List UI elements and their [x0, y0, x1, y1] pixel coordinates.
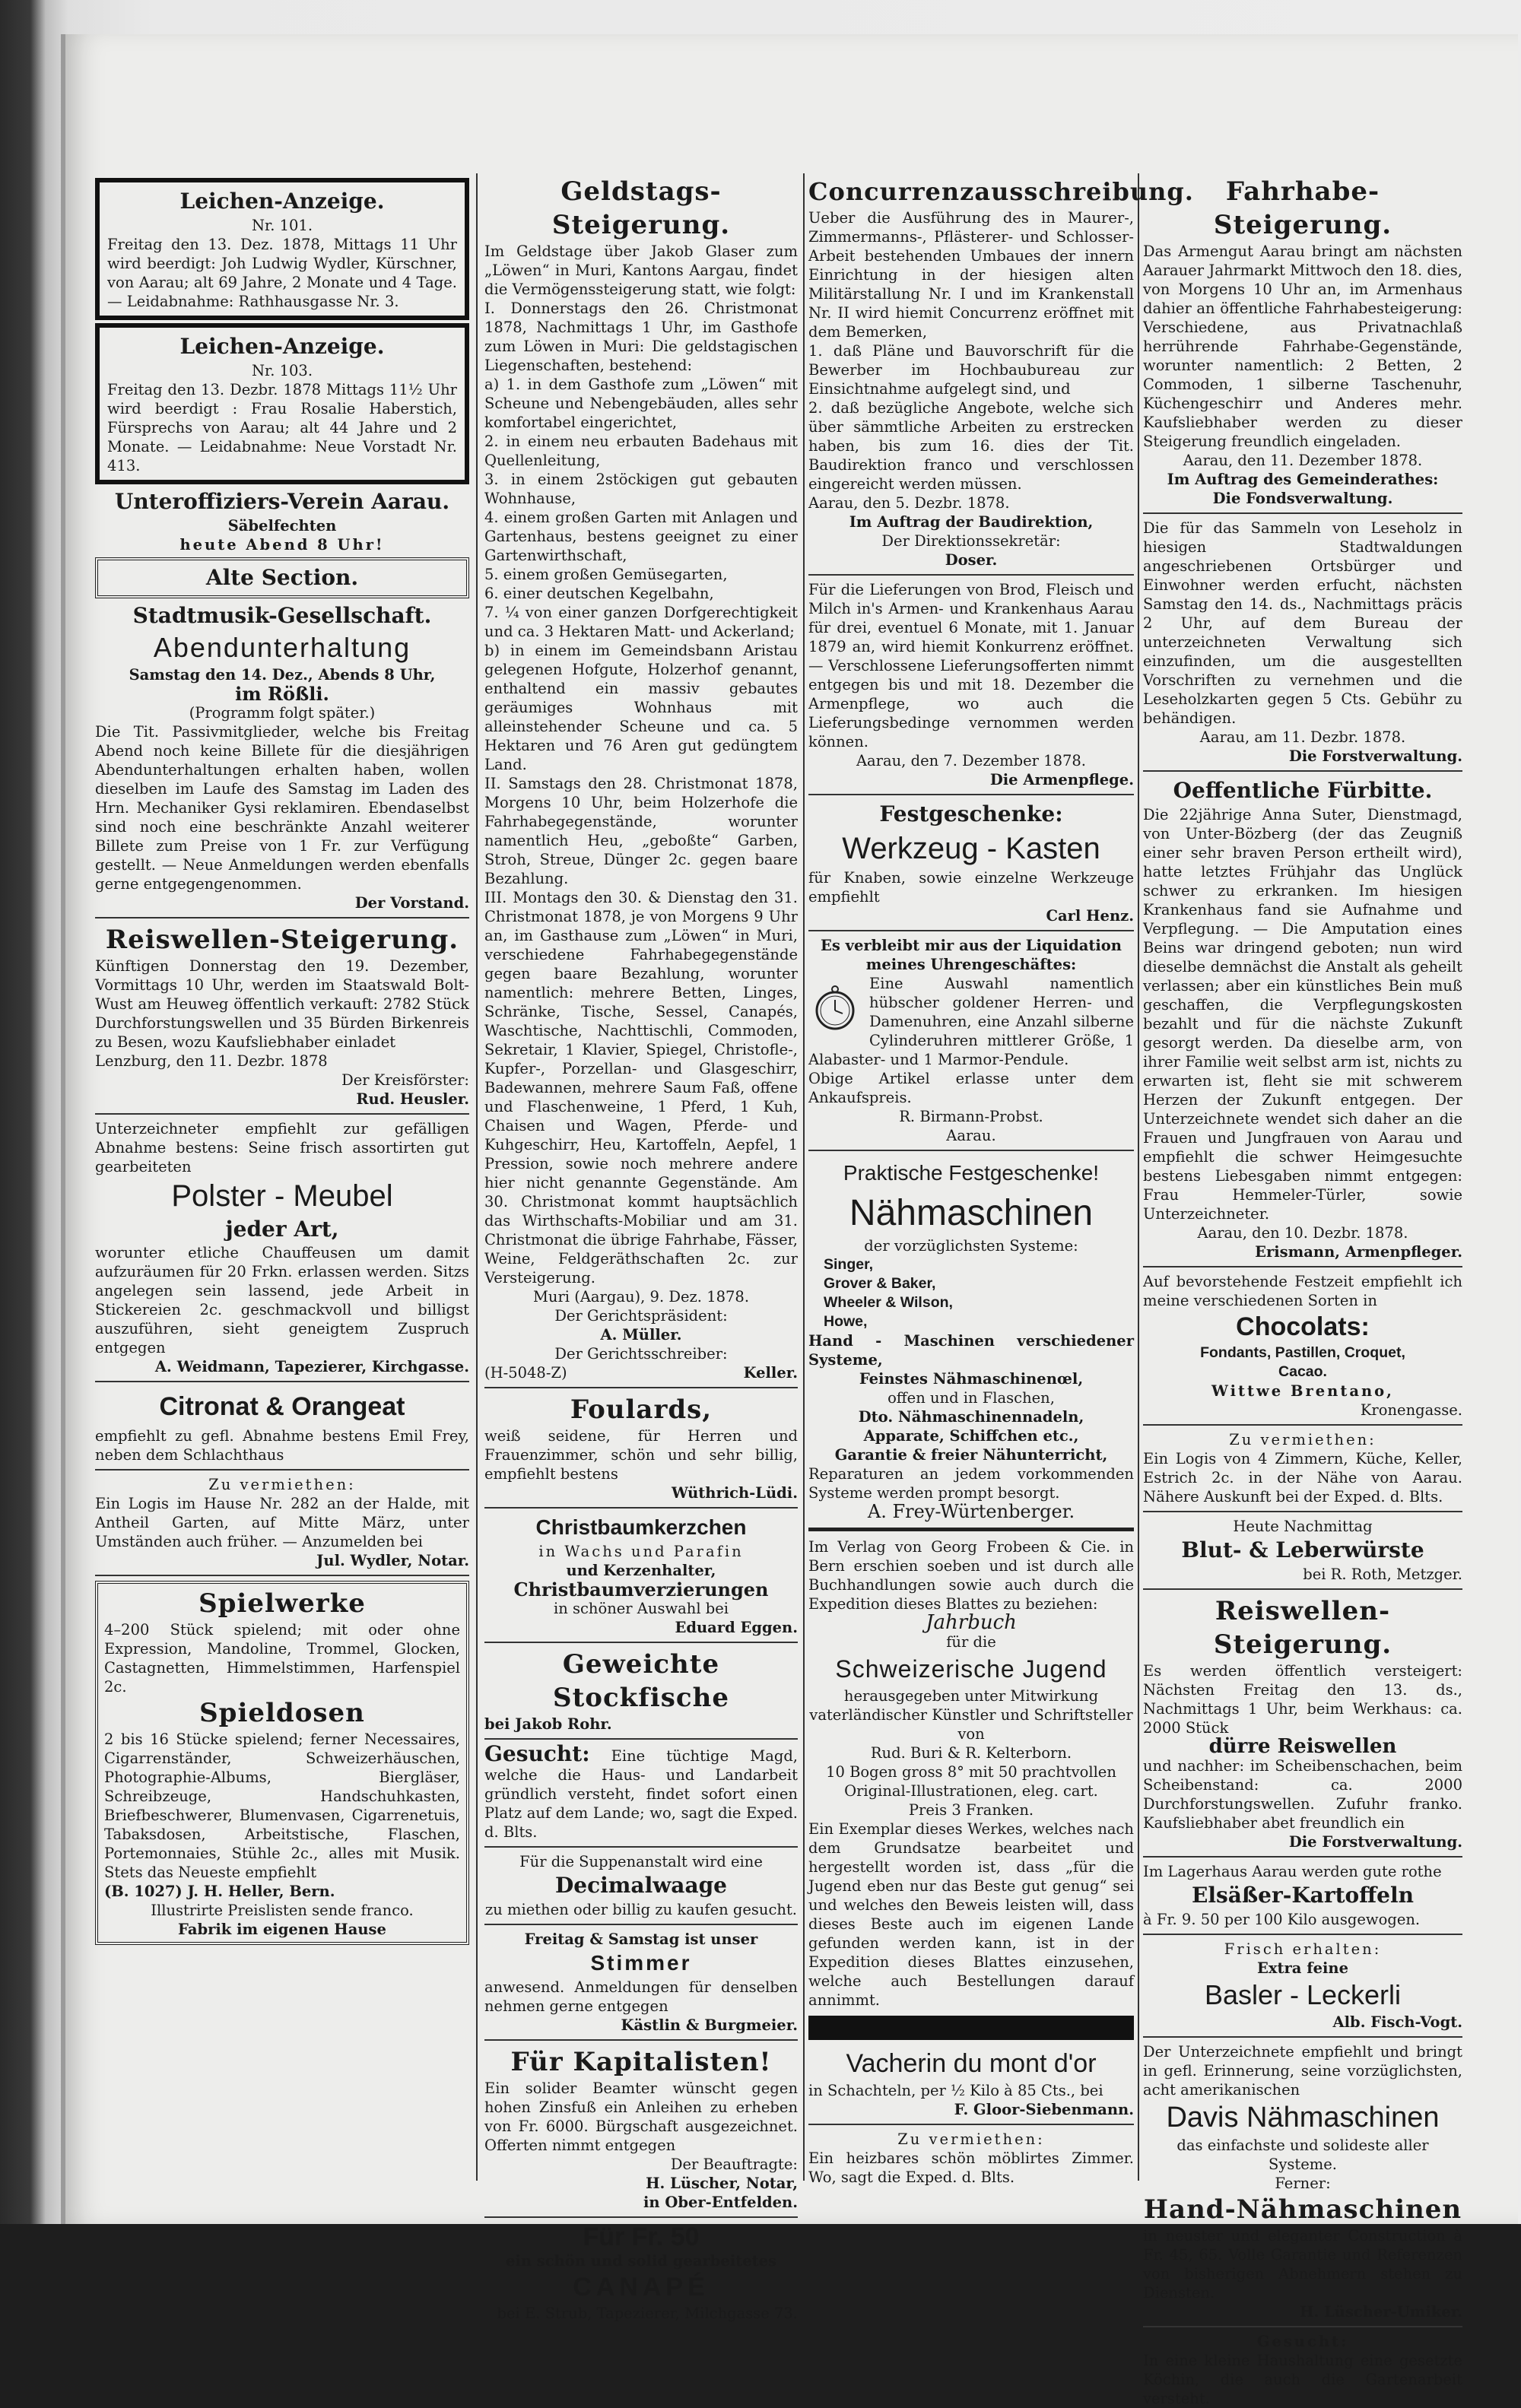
stimmer-signature: Kästlin & Burgmeier. [621, 2016, 798, 2034]
kartoffeln-title: Elsäßer-Kartoffeln [1192, 1883, 1414, 1908]
werkzeug-signature: Carl Henz. [1046, 907, 1134, 925]
geldstag-part-1: I. Donnerstags den 26. Christmonat 1878, Nachmittags 1 Uhr, im Gasthofe zum Löwen in Muri: Die geldstagischen Liegenschaften, bestehend: [484, 300, 798, 374]
leseholz-text: Die für das Sammeln von Leseholz in hiesigen Stadtwaldungen angeschriebenen Ortsbürger und Einwohner werden erfucht, nächsten Samstag den 14. ds., Nachmittags präcis 2 Uhr, auf dem Bureau der unterzeichneten Verwaltung sich einzufinden, um die ausgestellten Vorschriften zu vernehmen und die Leseholzkarten gegen 5 Cts. Gebühr zu behändigen. [1143, 519, 1462, 727]
naehmaschinen-line: Garantie & freier Nähunterricht, [834, 1446, 1108, 1464]
davis-text: das einfachste und solideste aller Systeme. [1176, 2137, 1429, 2173]
liquidation-signature: R. Birmann-Probst. [899, 1108, 1043, 1125]
fuerbitte-text: Die 22jährige Anna Suter, Dienstmagd, von Unter-Bözberg (der das Zeugniß einer sehr braven Person ertheilt wird), hatte letztes Frühjahr das Unglück schwer zu erkranken. Im hiesigen Krankenhaus fand sie Aufnahme und Verpflegung. — Die Amputation eines Beins war dringend geboten; nun wird dieselbe demnächst die Anstalt als geheilt verlassen; aber ein künstliches Bein muß geschaffen, die Verpflegungskosten bezahlt und für die nächste Zukunft gesorgt werden. Da dieselbe arm, von ihrer Familie weit selbst arm ist, nichts zu erwarten ist, fleht sie mit schwerem Herzen der Zukunft entgegen. Der Unterzeichnete wendet sich daher an die Frauen und Jungfrauen von Aarau und empfiehlt die schwer Heimgesuchte bestens Liebesgaben nimmt entgegen: Frau Hemmeler-Türler, sowie Unterzeichneter. [1143, 806, 1462, 1223]
vermieten-title: Zu vermiethen: [1229, 1431, 1377, 1448]
canape-price: Für Fr. 50 [583, 2222, 700, 2251]
naehmaschinen-line: Reparaturen an jedem vorkommenden Systeme werden prompt besorgt. [808, 1465, 1134, 1502]
vermieten-signature: Jul. Wydler, Notar. [316, 1552, 469, 1569]
verein-title: Unteroffiziers-Verein Aarau. [114, 489, 450, 514]
column-2 [484, 175, 798, 2322]
death-notice-number: Nr. 103. [251, 362, 313, 379]
naehmaschinen-line: Feinstes Nähmaschinenœl, [859, 1370, 1084, 1388]
concurrenz-role: Im Auftrag der Baudirektion, [849, 513, 1094, 531]
concurrenz-signature: Doser. [945, 551, 998, 569]
geldstag-signature: A. Müller. [600, 1326, 682, 1344]
death-notice-2 [95, 323, 469, 484]
death-notice-title: Leichen-Anzeige. [179, 189, 385, 214]
reiswellen-title: Reiswellen-Steigerung. [105, 925, 459, 955]
polster-signature: A. Weidmann, Tapezierer, Kirchgasse. [154, 1358, 469, 1375]
geldstag-role: Der Gerichtsschreiber: [554, 1345, 728, 1363]
jugend-title: Schweizerische Jugend [835, 1655, 1107, 1683]
concurrenz-title: Concurrenzausschreibung. [808, 177, 1194, 206]
fuerbitte-title: Oeffentliche Fürbitte. [1173, 778, 1433, 803]
column-4 [1143, 175, 1462, 2407]
frisch-erhalten: Frisch erhalten: [1224, 1940, 1382, 1958]
fahrhabe-signature: Die Fondsverwaltung. [1212, 490, 1393, 507]
spieldosen-text: 2 bis 16 Stücke spielend; ferner Necessaires, Cigarrenständer, Schweizerhäuschen, Photographie-Albums, Biergläser, Schreibzeuge, Handschuhkasten, Briefbeschwerer, Blumenvasen, Cigarrenetuis, Tabaksdosen, Arbeitstische, Flaschen, Portemonnaies, Stühle 2c., alles mit Musik. Stets das Neueste empfiehlt [104, 1731, 460, 1881]
death-notice-text: Freitag den 13. Dezbr. 1878 Mittags 11½ Uhr wird beerdigt : Frau Rosalie Haberstich, Fürsprechs von Aarau; alt 44 Jahre und 2 Monate. — Leidabnahme: Neue Vorstadt Nr. 413. [107, 381, 457, 474]
jahrbuch-line: für die [946, 1633, 996, 1651]
hand-naehmaschinen-text: in neuster und eleganter Construction à Fr. 45, 65. Volle Garantie und Referenzen von bisherigen Abnehmern stehen zu Diensten. [1143, 2227, 1462, 2302]
geldstag-signature: Keller. [743, 1364, 798, 1382]
naehmaschinen-brand: Howe, [824, 1313, 868, 1330]
naehmaschinen-line: offen und in Flaschen, [888, 1389, 1055, 1407]
spielwerke-text: 4–200 Stück spielend; mit oder ohne Expression, Mandoline, Trommel, Glocken, Castagnetten, Himmelstimmen, Harfenspiel 2c. [104, 1621, 460, 1696]
death-notice-text: Freitag den 13. Dez. 1878, Mittags 11 Uhr wird beerdigt: Joh Ludwig Wydler, Kürschner, von Aarau; alt 69 Jahre, 2 Monate und 4 Tage. — Leidabnahme: Rathhausgasse Nr. 3. [107, 236, 457, 310]
geldstag-code: (H-5048-Z) [484, 1364, 567, 1382]
suppen-text: Für die Suppenanstalt wird eine [519, 1853, 763, 1870]
kapitalisten-signature: H. Lüscher, Notar, [646, 2175, 798, 2192]
vermieten-title: Zu vermiethen: [208, 1476, 356, 1493]
stockfische-title: Geweichte Stockfische [553, 1649, 729, 1713]
concurrenz-text: Ueber die Ausführung des in Maurer-, Zimmermanns-, Pflästerer- und Schlosser-Arbeit bestehenden Umbaues der innern Einrichtung in der hiesigen alten Militärstallung Nr. I und im Krankenstall Nr. II wird hiemit Concurrenz eröffnet mit dem Bemerken, [808, 209, 1134, 341]
naehmaschinen-brand: Singer, [824, 1256, 874, 1273]
reiswellen-text: Es werden öffentlich versteigert: Nächsten Freitag den 13. ds., Nachmittags 1 Uhr, beim Werkhaus: ca. 2000 Stück [1143, 1662, 1462, 1737]
column-1 [95, 175, 469, 2182]
naehmaschinen-subtitle: der vorzüglichsten Systeme: [864, 1237, 1078, 1255]
geldstag-item: a) 1. in dem Gasthofe zum „Löwen“ mit Scheune und Nebengebäuden, alles sehr komfortabel eingerichtet, [484, 376, 798, 431]
vermieten-title: Zu vermiethen: [897, 2130, 1045, 2148]
jugend-line: von [957, 1725, 985, 1743]
polster-title: Polster - Meubel [171, 1179, 393, 1213]
column-rule [1138, 173, 1139, 2181]
gesucht-title: Gesucht: [1256, 2333, 1349, 2350]
polster-subtitle: jeder Art, [225, 1217, 339, 1242]
foulards-text: weiß seidene, für Herren und Frauenzimmer, schön und sehr billig, empfiehlt bestens [484, 1427, 798, 1483]
chocolats-intro: Auf bevorstehende Festzeit empfiehlt ich meine verschiedenen Sorten in [1143, 1273, 1462, 1309]
column-rule [803, 173, 805, 2181]
geldstag-title: Geldstags-Steigerung. [551, 176, 731, 240]
heller-fabrik: Fabrik im eigenen Hause [178, 1921, 386, 1938]
vacherin-title: Vacherin du mont d'or [846, 2049, 1097, 2078]
heller-ad [95, 1581, 469, 1945]
leseholz-place: Aarau, am 11. Dezbr. 1878. [1199, 728, 1406, 746]
concurrenz-item: 1. daß Pläne und Bauvorschrift für die Bewerber im Hochbaubureau zur Einsichtnahme aufgelegt sind, und [808, 342, 1134, 398]
abend-text: Die Tit. Passivmitglieder, welche bis Freitag Abend noch keine Billete für die diesjährigen Abendunterhaltungen erhalten haben, wollen dieselben im Laufe des Samstag im Laden des Hrn. Mechaniker Gysi reklamiren. Ebendaselbst sind noch eine beschränkte Anzahl weiterer Billete zum Preise von 1 Fr. zur Verfügung gestellt. — Neue Anmeldungen werden ebenfalls gerne entgegengenommen. [95, 723, 469, 893]
abend-date: Samstag den 14. Dez., Abends 8 Uhr, [129, 666, 436, 684]
gesucht-title: Gesucht: [484, 1741, 590, 1766]
canape-signature: bei E. Strub, Tapezierer, Milchgasse 73. [497, 2305, 798, 2322]
liquidation-place: Aarau. [946, 1127, 996, 1144]
stimmer-text: anwesend. Anmeldungen für denselben nehmen gerne entgegen [484, 1978, 798, 2015]
naehmaschinen-line: Apparate, Schiffchen etc., [863, 1427, 1079, 1445]
blutwurst-title: Blut- & Leberwürste [1181, 1537, 1424, 1563]
fahrhabe-title: Fahrhabe-Steigerung. [1213, 176, 1392, 240]
brod-signature: Die Armenpflege. [989, 771, 1134, 788]
abendunterhaltung-title: Abendunterhaltung [153, 632, 411, 663]
brod-text: Für die Lieferungen von Brod, Fleisch und Milch in's Armen- und Krankenhaus Aarau für drei, eventuel 6 Monate, mit 1. Januar 1879 an, wird hiemit Konkurrenz eröffnet. — Verschlossene Lieferungsofferten nimmt entgegen bis und mit 18. Dezember die Armenpflege, wo auch die Lieferungsbedinge vernommen werden können. [808, 581, 1134, 750]
naehmaschinen-line: Hand - Maschinen verschiedener Systeme, [808, 1332, 1134, 1369]
jugend-authors: Rud. Buri & R. Kelterborn. [870, 1744, 1072, 1762]
naehmaschinen-brand: Grover & Baker, [824, 1275, 936, 1292]
decimalwaage-title: Decimalwaage [555, 1873, 727, 1898]
spieldosen-title: Spieldosen [199, 1698, 365, 1728]
abend-location: im Rößli. [235, 683, 329, 705]
christ-line: und Kerzenhalter, [566, 1562, 716, 1579]
extra-feine: Extra feine [1257, 1959, 1348, 1977]
fuerbitte-place: Aarau, den 10. Dezbr. 1878. [1197, 1224, 1408, 1242]
davis-title: Davis Nähmaschinen [1166, 2102, 1440, 2134]
davis-line: Ferner: [1275, 2175, 1331, 2192]
liquidation-title: Es verbleibt mir aus der Liquidation meines Uhrengeschäftes: [821, 937, 1122, 973]
verein-subtitle: Säbelfechten [227, 517, 337, 535]
chocolats-list: Fondants, Pastillen, Croquet, [1200, 1344, 1405, 1361]
jugend-text: Ein Exemplar dieses Werkes, welches nach dem Grundsatze bearbeitet und hergestellt worden ist, dass „für die Jugend eben nur das Beste gut genug“ sei und welches den Beweis leisten will, dass dieses Beste auch im eigenen Lande gefunden werden kann, ist in der Expedition dieses Blattes einzusehen, welche auch Bestellungen darauf annimmt. [808, 1820, 1134, 2009]
citronat-title: Citronat & Orangeat [159, 1392, 405, 1421]
praktische-title: Praktische Festgeschenke! [843, 1161, 1100, 1185]
fahrhabe-role: Im Auftrag des Gemeinderathes: [1167, 471, 1439, 488]
geldstag-item: 4. einem großen Garten mit Anlagen und Gartenhaus, bestens geeignet zu einer Gartenwirthschaft, [484, 509, 798, 564]
werkzeug-text: für Knaben, sowie einzelne Werkzeuge empfiehlt [808, 869, 1134, 906]
liquidation-text: Eine Auswahl namentlich hübscher goldener Herren- und Damenuhren, eine Anzahl silberne Cylinderuhren mittlerer Größe, 1 Alabaster- und 1 Marmor-Pendule. [808, 975, 1134, 1068]
death-notice-title: Leichen-Anzeige. [179, 334, 385, 359]
heller-note: Illustrirte Preislisten sende franco. [151, 1902, 414, 1919]
geldstag-role: Der Gerichtspräsident: [554, 1307, 728, 1325]
chocolats-signature: Wittwe Brentano, [1211, 1382, 1394, 1400]
naehmaschinen-brand: Wheeler & Wilson, [824, 1294, 953, 1311]
chocolats-list: Cacao. [1278, 1363, 1327, 1380]
death-notice-number: Nr. 101. [251, 217, 313, 234]
geldstag-item: 6. einer deutschen Kegelbahn, [484, 585, 714, 602]
geldstag-item: 2. in einem neu erbauten Badehaus mit Quellenleitung, [484, 433, 798, 469]
werkzeug-title: Werkzeug - Kasten [842, 832, 1100, 865]
fahrhabe-text: Das Armengut Aarau bringt am nächsten Aarauer Jahrmarkt Mittwoch den 18. dies, von Morgens 10 Uhr an, im Armenhaus dahier an öffentliche Fahrhabesteigerung: Verschiedene, aus Privatnachlaß herrührende Fahrhabe-Gegenstände, worunter namentlich: 2 Betten, 2 Commoden, 1 silberne Taschenuhr, Küchengeschirr und Anderes mehr. Kaufsliebhaber werden zu dieser Steigerung freundlich eingeladen. [1143, 243, 1462, 450]
christbaumkerzchen-title: Christbaumkerzchen [535, 1515, 747, 1539]
festgeschenke-title: Festgeschenke: [879, 801, 1063, 826]
naehmaschinen-title: Nähmaschinen [849, 1193, 1094, 1233]
reiswellen-signature: Die Forstverwaltung. [1288, 1833, 1462, 1851]
davis-intro: Der Unterzeichnete empfiehlt und bringt in gefl. Erinnerung, seine vorzüglichsten, acht amerikanischen [1143, 2043, 1462, 2099]
black-rule [808, 2016, 1134, 2040]
hand-naehmaschinen-signature: H. Lüscher-Umiker. [1300, 2303, 1462, 2321]
kartoffeln-text: à Fr. 9. 50 per 100 Kilo ausgewogen. [1143, 1911, 1421, 1928]
verlag-text: Im Verlag von Georg Frobeen & Cie. in Bern erschien soeben und ist durch alle Buchhandlungen sowie auch durch die Expedition dieses Blattes zu beziehen: [808, 1538, 1134, 1613]
decimalwaage-text: zu miethen oder billig zu kaufen gesucht. [484, 1901, 798, 1918]
abend-signature: Der Vorstand. [354, 894, 469, 912]
heller-signature: (B. 1027) J. H. Heller, Bern. [104, 1883, 335, 1900]
spielwerke-title: Spielwerke [198, 1588, 366, 1619]
jahrbuch-title: Jahrbuch [926, 1611, 1017, 1634]
geldstag-intro: Im Geldstage über Jakob Glaser zum „Löwen“ in Muri, Kantons Aargau, findet die Vermögenssteigerung statt, wie folgt: [484, 243, 798, 298]
vermieten-text: Ein heizbares schön möblirtes Zimmer. Wo, sagt die Exped. d. Blts. [808, 2149, 1134, 2186]
christ-line: Christbaumverzierungen [513, 1578, 769, 1601]
geldstag-part-2: II. Samstags den 28. Christmonat 1878, Morgens 10 Uhr, beim Holzerhofe die Fahrhabegegenstände, worunter namentlich Heu, „geboßte“ Garben, Stroh, Streue, Dünger 2c. gegen baare Bezahlung. [484, 775, 798, 887]
verein-time: heute Abend 8 Uhr! [179, 536, 385, 554]
christ-line: in Wachs und Parafin [538, 1543, 744, 1560]
leckerli-signature: Alb. Fisch-Vogt. [1332, 2013, 1462, 2031]
concurrenz-item: 2. daß bezügliche Angebote, welche sich über sämmtliche Arbeiten zu erstrecken haben, bis zum 16. dies der Tit. Baudirektion franco und verschlossen eingereicht werden müssen. [808, 399, 1134, 493]
christ-signature: Eduard Eggen. [675, 1619, 798, 1636]
geldstag-item: 7. ¼ von einer ganzen Dorfgerechtigkeit und ca. 3 Hektaren Matt- und Ackerland; [484, 604, 798, 640]
stimmer-title: Stimmer [590, 1951, 692, 1975]
kapitalisten-place: in Ober-Entfelden. [643, 2194, 798, 2211]
reiswellen-place: Lenzburg, den 11. Dezbr. 1878 [95, 1052, 328, 1070]
stimmer-text: Freitag & Samstag ist unser [524, 1931, 758, 1948]
geldstag-place: Muri (Aargau), 9. Dez. 1878. [532, 1288, 750, 1306]
leckerli-title: Basler - Leckerli [1204, 1979, 1402, 2010]
column-3 [808, 175, 1194, 2186]
lagerhaus-text: Im Lagerhaus Aarau werden gute rothe [1143, 1863, 1442, 1880]
fahrhabe-place: Aarau, den 11. Dezember 1878. [1183, 452, 1423, 469]
vacherin-signature: F. Gloor-Siebenmann. [954, 2101, 1134, 2118]
jugend-text: herausgegeben unter Mitwirkung vaterländischer Künstler und Schriftsteller [809, 1687, 1133, 1724]
canape-title: CANAPÉ [573, 2273, 710, 2302]
fuerbitte-signature: Erismann, Armenpfleger. [1255, 1243, 1462, 1261]
death-notice-1 [95, 178, 469, 320]
section-title: Alte Section. [205, 565, 359, 590]
geldstag-part-3: III. Montags den 30. & Dienstag den 31. Christmonat 1878, je von Morgens 9 Uhr an, im Gasthause zum „Löwen“ in Muri, verschiedene Fahrhabegegenstände gegen baare Bezahlung, worunter namentlich: mehrere Betten, Linges, Schränke, Tische, Sessel, Canapés, Waschtische, Nachttischli, Commoden, Sekretair, 1 Klavier, Spiegel, Christofle-, Kupfer-, Porzellan- und Glasgeschirr, Badewannen, mehrere Saum Faß, offene und Flaschenweine, 1 Pferd, 1 Kuh, Chaisen und Wagen, Pferde- und Kuhgeschirr, Heu, Kartoffeln, Aepfel, 1 Pression, sowie noch mehrere andere hier nicht genannte Gegenstände. Am 30. Christmonat kommt hauptsächlich das Wirthschafts-Mobiliar und am 31. Christmonat die übrige Fahrhabe, Fässer, Weine, Feldgeräthschaften 2c. zur Versteigerung. [484, 889, 798, 1286]
geldstag-item: b) in einem im Gemeindsbann Aristau gelegenen Hofgute, Holzerhof genannt, enthaltend ein massiv gebautes geräumiges Wohnhaus mit alleinstehender Scheune und ca. 5 Hektaren und 76 Aren gut gedüngtem Land. [484, 642, 798, 773]
brod-place: Aarau, den 7. Dezember 1878. [856, 752, 1087, 769]
reiswellen-product: dürre Reiswellen [1208, 1735, 1397, 1758]
reiswellen-title: Reiswellen-Steigerung. [1213, 1596, 1392, 1660]
polster-intro: Unterzeichneter empfiehlt zur gefälligen Abnahme bestens: Seine frisch assortirten gut gearbeiteten [95, 1120, 469, 1175]
vacherin-text: in Schachteln, per ½ Kilo à 85 Cts., bei [808, 2082, 1103, 2099]
geldstag-item: 5. einem großen Gemüsegarten, [484, 566, 728, 583]
kapitalisten-title: Für Kapitalisten! [510, 2047, 772, 2077]
christ-line: in schöner Auswahl bei [553, 1600, 729, 1617]
chocolats-place: Kronengasse. [1360, 1401, 1462, 1419]
concurrenz-role: Der Direktionssekretär: [881, 532, 1061, 550]
vermieten-text: Ein Logis von 4 Zimmern, Küche, Keller, Estrich 2c. in der Nähe von Aarau. Nähere Auskunft bei der Exped. d. Blts. [1143, 1450, 1462, 1505]
abend-program-note: (Programm folgt später.) [189, 704, 376, 722]
vermieten-text: Ein Logis im Hause Nr. 282 an der Halde, mit Antheil Garten, auf Mitte März, unter Umständen auch früher. — Anzumelden bei [95, 1495, 469, 1550]
liquidation-text: Obige Artikel erlasse unter dem Ankaufspreis. [808, 1070, 1134, 1106]
blutwurst-intro: Heute Nachmittag [1233, 1518, 1373, 1535]
kapitalisten-text: Ein solider Beamter wünscht gegen hohen Zinsfuß ein Anleihen zu erheben von Fr. 6000. Bürgschaft ausgezeichnet. Offerten nimmt entgegen [484, 2080, 798, 2154]
leseholz-signature: Die Forstverwaltung. [1288, 747, 1462, 765]
blutwurst-signature: bei R. Roth, Metzger. [1303, 1566, 1462, 1583]
gesucht-text: In eine kleine Haushaltung eine gesetzte Köchin, die auch die Gartenarbeit versteht. [1143, 2352, 1462, 2407]
jugend-price: Preis 3 Franken. [908, 1801, 1034, 1819]
citronat-text: empfiehlt zu gefl. Abnahme bestens Emil Frey, neben dem Schlachthaus [95, 1427, 469, 1464]
stadtmusik-title: Stadtmusik-Gesellschaft. [132, 603, 432, 628]
reiswellen-signature-role: Der Kreisförster: [341, 1071, 469, 1089]
canape-text: ein schön und solid gearbeitetes [506, 2252, 776, 2270]
concurrenz-place: Aarau, den 5. Dezbr. 1878. [808, 494, 1010, 512]
hand-naehmaschinen-title: Hand-Nähmaschinen [1143, 2194, 1462, 2225]
naehmaschinen-line: Dto. Nähmaschinennadeln, [858, 1408, 1084, 1426]
geldstag-item: 3. in einem 2stöckigen gut gebauten Wohnhause, [484, 471, 798, 507]
jugend-text: 10 Bogen gross 8° mit 50 prachtvollen Original-Illustrationen, eleg. cart. [826, 1763, 1116, 1800]
reiswellen-text: und nachher: im Scheibenschachen, beim Scheibenstand: ca. 2000 Durchforstungswellen. Zufuhr franko. Kaufsliebhaber abet freundlich ein [1143, 1757, 1462, 1832]
chocolats-title: Chocolats: [1236, 1312, 1370, 1341]
foulards-title: Foulards, [570, 1394, 713, 1425]
reiswellen-text: Künftigen Donnerstag den 19. Dezember, Vormittags 10 Uhr, werden im Staatswald Bolt-Wust am Heuweg öffentlich verkauft: 2782 Stück Durchforstungswellen und 35 Bürden Birkenreis zu Besen, wozu Kaufsliebhaber einladet [95, 957, 469, 1051]
gesucht-text: Eine tüchtige Magd, welche die Haus- und Landarbeit gründlich versteht, findet sofort einen Platz auf dem Lande; wo, sagt die Exped. d. Blts. [484, 1747, 798, 1841]
column-rule [476, 173, 478, 2181]
pocket-watch-icon [808, 979, 862, 1032]
kapitalisten-role: Der Beauftragte: [670, 2156, 798, 2173]
naehmaschinen-signature: A. Frey-Würtenberger. [867, 1501, 1075, 1522]
stockfische-signature: bei Jakob Rohr. [484, 1715, 612, 1733]
reiswellen-signature: Rud. Heusler. [356, 1090, 469, 1108]
foulards-signature: Wüthrich-Lüdi. [671, 1484, 798, 1502]
polster-text: worunter etliche Chauffeusen um damit aufzuräumen für 20 Frkn. erlassen werden. Sitzs angelegen sein lassend, jede Arbeit in Stickereien 2c. geschmackvoll und billigst auszuführen, sieht geneigtem Zuspruch entgegen [95, 1244, 469, 1356]
